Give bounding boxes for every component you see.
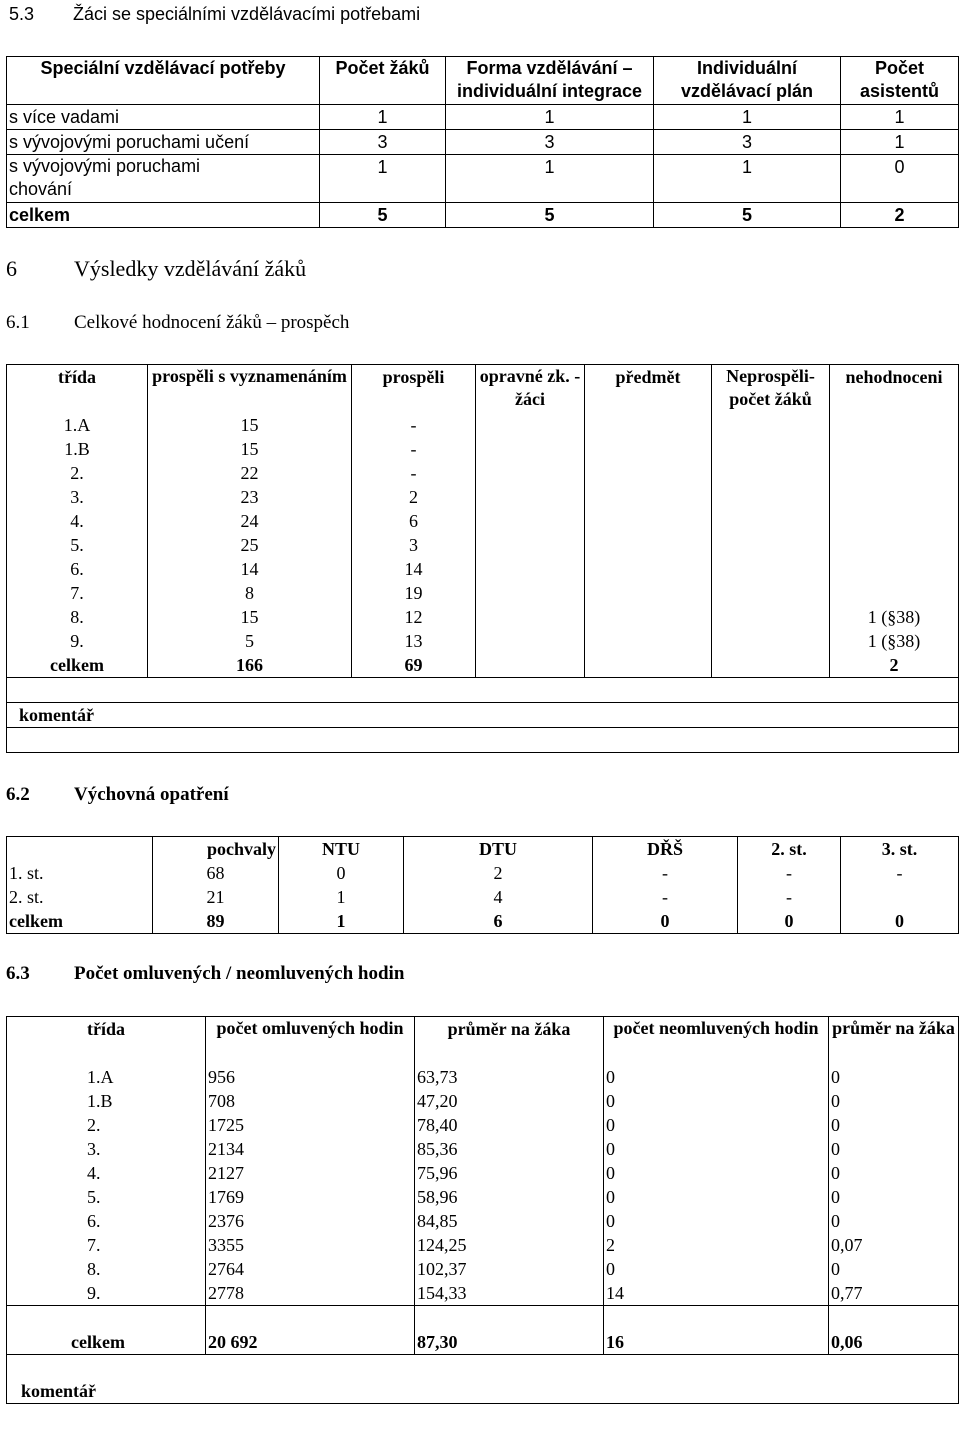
table-cell [585, 653, 712, 678]
table-cell: - [593, 861, 738, 885]
table-cell: celkem [7, 653, 148, 678]
table-cell: 19 [352, 581, 476, 605]
table-cell: 0 [841, 155, 959, 203]
table-cell: celkem [7, 203, 320, 228]
table-cell: 24 [148, 509, 352, 533]
table-cell [830, 557, 959, 581]
table-cell: 2778 [206, 1281, 415, 1306]
table-cell [415, 1305, 604, 1330]
table-cell [206, 1305, 415, 1330]
comment-field [7, 727, 959, 752]
table-cell [712, 437, 830, 461]
table-cell: 14 [352, 557, 476, 581]
table-cell [585, 581, 712, 605]
header-cell: 2. st. [738, 837, 841, 862]
table-cell: 1 [320, 155, 446, 203]
table-cell: 5 [654, 203, 841, 228]
table-cell [585, 605, 712, 629]
table-cell: - [738, 861, 841, 885]
table-cell: 5 [320, 203, 446, 228]
table-cell [830, 581, 959, 605]
table-cell [712, 557, 830, 581]
table-cell: 58,96 [415, 1185, 604, 1209]
table-cell: 2 [604, 1233, 829, 1257]
table-cell [476, 437, 585, 461]
table-row [7, 1233, 959, 1257]
table-cell: s více vadami [7, 105, 320, 130]
table-cell: 78,40 [415, 1113, 604, 1137]
table-cell: 0 [829, 1113, 959, 1137]
table-cell: 2. st. [7, 885, 153, 909]
table-cell: 102,37 [415, 1257, 604, 1281]
section-number: 6.1 [6, 312, 30, 333]
table-cell [7, 1354, 959, 1379]
table-cell: 1725 [206, 1113, 415, 1137]
table-cell: 9. [7, 1281, 206, 1306]
table-cell [476, 533, 585, 557]
table-cell: 14 [604, 1281, 829, 1306]
table-cell: 2 [352, 485, 476, 509]
header-cell: Speciální vzdělávací potřeby [7, 57, 320, 105]
table-row [7, 861, 959, 885]
table-cell: 0 [738, 909, 841, 934]
table-cell: 0 [604, 1161, 829, 1185]
table-row [7, 130, 959, 155]
table-row [7, 1257, 959, 1281]
table-cell: 3355 [206, 1233, 415, 1257]
table-cell: s vývojovými poruchami chování [7, 155, 320, 203]
table-row [7, 1281, 959, 1306]
header-cell: prospěli s vyznamenáním [148, 365, 352, 413]
table-cell: 0,07 [829, 1233, 959, 1257]
table-cell: 15 [148, 437, 352, 461]
table-cell: 0 [604, 1089, 829, 1113]
table-cell: 1 (§38) [830, 605, 959, 629]
table-cell [476, 581, 585, 605]
table-cell [7, 677, 959, 702]
table-cell: 4 [404, 885, 593, 909]
table-cell: 3 [654, 130, 841, 155]
table-cell: 0 [829, 1065, 959, 1089]
table-cell [712, 629, 830, 653]
table-cell: s vývojovými poruchami učení [7, 130, 320, 155]
table-cell: 7. [7, 581, 148, 605]
table-row [7, 155, 959, 203]
table-cell: 85,36 [415, 1137, 604, 1161]
section-heading-6 [6, 256, 306, 282]
table-cell [585, 533, 712, 557]
table-row [7, 1113, 959, 1137]
table-cell: 124,25 [415, 1233, 604, 1257]
header-cell: Neprospěli-počet žáků [712, 365, 830, 413]
table-cell: - [352, 461, 476, 485]
section-heading-5-3 [9, 4, 420, 25]
table-row [7, 1065, 959, 1089]
table-cell [712, 413, 830, 437]
table-cell: 2 [404, 861, 593, 885]
table-cell: 5. [7, 1185, 206, 1209]
header-cell: prospěli [352, 365, 476, 413]
table-cell: 0 [829, 1209, 959, 1233]
table-cell: 0 [279, 861, 404, 885]
section-heading-6-2 [6, 784, 229, 806]
table-cell [830, 485, 959, 509]
table-total-row [7, 1330, 959, 1355]
table-row [7, 485, 959, 509]
section-number: 6.3 [6, 963, 30, 984]
table-cell: 16 [604, 1330, 829, 1355]
table-row [7, 461, 959, 485]
header-cell: Forma vzdělávání – individuální integrace [446, 57, 654, 105]
header-cell: DTU [404, 837, 593, 862]
section-title: Výchovná opatření [74, 784, 229, 805]
table-cell [476, 461, 585, 485]
table-cell: 2134 [206, 1137, 415, 1161]
table-cell [476, 653, 585, 678]
table-cell: - [738, 885, 841, 909]
section-title: Žáci se speciálními vzdělávacími potřebami [73, 4, 421, 24]
table-cell: 0 [829, 1137, 959, 1161]
header-cell: třída [7, 365, 148, 413]
results-table [6, 364, 959, 753]
table-cell: 8. [7, 1257, 206, 1281]
table-cell [585, 461, 712, 485]
table-cell: 1 (§38) [830, 629, 959, 653]
special-needs-table [6, 56, 959, 228]
table-cell: 166 [148, 653, 352, 678]
table-header-row [7, 365, 959, 413]
table-cell: 1 [654, 105, 841, 130]
absence-table [6, 1016, 959, 1404]
comment-row [7, 1379, 959, 1404]
table-cell: 956 [206, 1065, 415, 1089]
table-cell [712, 485, 830, 509]
table-cell: 87,30 [415, 1330, 604, 1355]
table-cell [585, 509, 712, 533]
table-cell: 0 [829, 1185, 959, 1209]
table-cell: 0 [829, 1089, 959, 1113]
section-title: Celkové hodnocení žáků – prospěch [74, 312, 350, 333]
table-total-row [7, 909, 959, 934]
comment-row [7, 702, 959, 727]
table-cell: 3 [446, 130, 654, 155]
table-row [7, 557, 959, 581]
table-header-row [7, 1017, 959, 1065]
header-cell: nehodnoceni [830, 365, 959, 413]
section-number: 6.2 [6, 784, 30, 805]
section-number: 6 [6, 256, 17, 281]
table-cell: 20 692 [206, 1330, 415, 1355]
table-cell: 0 [829, 1257, 959, 1281]
comment-area [7, 727, 959, 752]
table-cell [585, 557, 712, 581]
disciplinary-table [6, 836, 959, 934]
header-cell: Počet asistentů [841, 57, 959, 105]
header-cell: průměr na žáka [415, 1017, 604, 1065]
table-cell: 3. [7, 1137, 206, 1161]
table-cell [830, 509, 959, 533]
table-cell: 21 [153, 885, 279, 909]
comment-label: komentář [7, 1379, 959, 1404]
table-cell: 0 [593, 909, 738, 934]
table-row [7, 581, 959, 605]
table-cell: 84,85 [415, 1209, 604, 1233]
table-cell: 47,20 [415, 1089, 604, 1113]
table-cell: 0 [604, 1065, 829, 1089]
table-cell [7, 1305, 206, 1330]
table-cell: 5 [148, 629, 352, 653]
table-cell [476, 485, 585, 509]
table-cell: - [593, 885, 738, 909]
table-cell: 5 [446, 203, 654, 228]
table-cell: 3 [352, 533, 476, 557]
comment-label: komentář [7, 702, 959, 727]
table-cell: 1.A [7, 1065, 206, 1089]
table-cell: 1.A [7, 413, 148, 437]
table-cell [712, 581, 830, 605]
table-cell: 2. [7, 1113, 206, 1137]
header-cell: 3. st. [841, 837, 959, 862]
header-cell: DŘŠ [593, 837, 738, 862]
table-cell: 2376 [206, 1209, 415, 1233]
table-cell [712, 461, 830, 485]
table-cell [604, 1305, 829, 1330]
table-cell: 6. [7, 1209, 206, 1233]
table-total-row [7, 203, 959, 228]
table-cell: celkem [7, 1330, 206, 1355]
table-cell [476, 413, 585, 437]
table-cell: 5. [7, 533, 148, 557]
table-cell [585, 629, 712, 653]
spacer-row [7, 1305, 959, 1330]
header-cell: opravné zk. - žáci [476, 365, 585, 413]
table-row [7, 885, 959, 909]
table-cell: 2 [830, 653, 959, 678]
table-cell: 89 [153, 909, 279, 934]
table-cell: 1. st. [7, 861, 153, 885]
table-row [7, 1209, 959, 1233]
table-cell: 1.B [7, 1089, 206, 1113]
table-cell [585, 485, 712, 509]
spacer-row [7, 1354, 959, 1379]
table-cell [476, 557, 585, 581]
table-cell: 2127 [206, 1161, 415, 1185]
table-cell [712, 533, 830, 557]
section-title: Počet omluvených / neomluvených hodin [74, 963, 405, 984]
table-row [7, 1161, 959, 1185]
table-cell: 0 [604, 1257, 829, 1281]
table-total-row [7, 653, 959, 678]
header-cell: průměr na žáka [829, 1017, 959, 1065]
section-number: 5.3 [9, 4, 35, 24]
table-cell [841, 885, 959, 909]
table-cell: 0 [604, 1185, 829, 1209]
table-cell: 1 [446, 105, 654, 130]
table-cell: 1 [279, 885, 404, 909]
section-heading-6-3 [6, 963, 404, 985]
table-cell [585, 413, 712, 437]
table-cell: 1 [320, 105, 446, 130]
table-cell: 8. [7, 605, 148, 629]
table-cell [712, 509, 830, 533]
table-row [7, 105, 959, 130]
header-cell: počet neomluvených hodin [604, 1017, 829, 1065]
table-cell: 14 [148, 557, 352, 581]
table-cell [829, 1305, 959, 1330]
section-title: Výsledky vzdělávání žáků [74, 256, 307, 281]
table-cell [830, 461, 959, 485]
spacer-row [7, 677, 959, 702]
table-cell: - [352, 437, 476, 461]
header-cell: Individuální vzdělávací plán [654, 57, 841, 105]
table-cell: - [352, 413, 476, 437]
table-cell: 75,96 [415, 1161, 604, 1185]
header-cell: NTU [279, 837, 404, 862]
table-cell [585, 437, 712, 461]
table-cell: 12 [352, 605, 476, 629]
table-cell: 23 [148, 485, 352, 509]
table-header-row [7, 57, 959, 105]
table-cell: 3 [320, 130, 446, 155]
table-cell: 3. [7, 485, 148, 509]
table-cell: 22 [148, 461, 352, 485]
table-row [7, 1185, 959, 1209]
table-cell: 1 [654, 155, 841, 203]
table-cell: 154,33 [415, 1281, 604, 1306]
table-cell: 69 [352, 653, 476, 678]
table-cell: 68 [153, 861, 279, 885]
table-row [7, 509, 959, 533]
table-cell [830, 413, 959, 437]
table-cell: 708 [206, 1089, 415, 1113]
table-cell: 4. [7, 1161, 206, 1185]
table-cell [476, 605, 585, 629]
table-row [7, 533, 959, 557]
table-cell: 0 [829, 1161, 959, 1185]
table-row [7, 413, 959, 437]
header-cell: počet omluvených hodin [206, 1017, 415, 1065]
table-cell [712, 653, 830, 678]
header-cell: pochvaly [153, 837, 279, 862]
header-cell: Počet žáků [320, 57, 446, 105]
table-cell: 1 [446, 155, 654, 203]
table-cell: 1 [279, 909, 404, 934]
table-cell: 1 [841, 105, 959, 130]
table-cell: 6 [352, 509, 476, 533]
table-cell: 4. [7, 509, 148, 533]
table-cell [830, 533, 959, 557]
section-heading-6-1 [6, 312, 349, 334]
table-cell: 2764 [206, 1257, 415, 1281]
table-cell: 0 [604, 1137, 829, 1161]
table-cell: celkem [7, 909, 153, 934]
table-cell: 0,06 [829, 1330, 959, 1355]
table-cell: 0 [841, 909, 959, 934]
table-cell: 9. [7, 629, 148, 653]
table-cell: 1.B [7, 437, 148, 461]
table-cell: 2 [841, 203, 959, 228]
table-cell: 25 [148, 533, 352, 557]
header-cell: předmět [585, 365, 712, 413]
table-cell: 6 [404, 909, 593, 934]
table-cell: 7. [7, 1233, 206, 1257]
header-cell: třída [7, 1017, 206, 1065]
table-cell: 0 [604, 1113, 829, 1137]
table-row [7, 1137, 959, 1161]
table-cell: 1769 [206, 1185, 415, 1209]
table-cell: 1 [841, 130, 959, 155]
table-cell: 8 [148, 581, 352, 605]
table-cell: 15 [148, 413, 352, 437]
table-cell [476, 509, 585, 533]
table-cell: 6. [7, 557, 148, 581]
header-cell [7, 837, 153, 862]
table-cell: 0,77 [829, 1281, 959, 1306]
table-cell: 63,73 [415, 1065, 604, 1089]
table-row [7, 437, 959, 461]
table-cell [476, 629, 585, 653]
table-cell: 13 [352, 629, 476, 653]
table-row [7, 1089, 959, 1113]
table-header-row [7, 837, 959, 862]
table-cell [712, 605, 830, 629]
table-cell: - [841, 861, 959, 885]
table-cell: 0 [604, 1209, 829, 1233]
table-cell: 2. [7, 461, 148, 485]
table-row [7, 605, 959, 629]
table-cell: 15 [148, 605, 352, 629]
table-row [7, 629, 959, 653]
table-cell [830, 437, 959, 461]
